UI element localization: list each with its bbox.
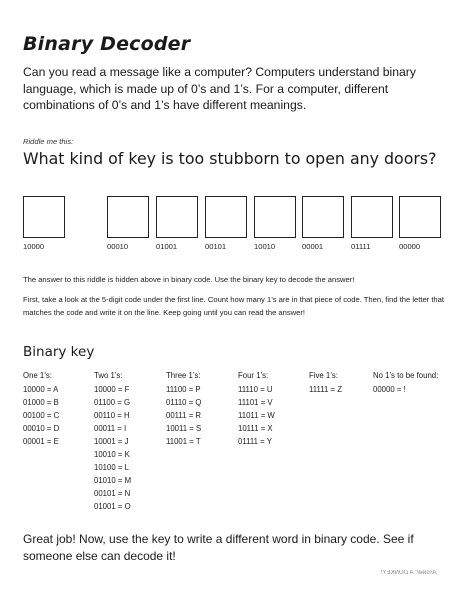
- key-entry: 11111 = Z: [309, 385, 343, 394]
- key-column-none: [373, 371, 438, 396]
- key-entry: 10010 = K: [94, 450, 130, 459]
- key-entry: 01001 = O: [94, 502, 131, 511]
- key-entry: 01110 = Q: [166, 398, 202, 407]
- key-entry: 11101 = V: [238, 398, 273, 407]
- code-cell: [254, 196, 296, 251]
- code-label: 01001: [156, 242, 178, 251]
- code-label: 10010: [254, 242, 276, 251]
- key-entry: 00100 = C: [23, 411, 60, 420]
- code-cell: [302, 196, 344, 251]
- key-entry: 00111 = R: [166, 411, 202, 420]
- key-entry: 01100 = G: [94, 398, 131, 407]
- key-column-heading: Five 1’s:: [309, 371, 338, 380]
- page-title: Binary Decoder: [23, 33, 191, 55]
- key-column-three: [166, 371, 201, 448]
- key-entry: 11011 = W: [238, 411, 275, 420]
- key-column-heading: Four 1’s:: [238, 371, 269, 380]
- instruction-line-1: The answer to this riddle is hidden above in binary code. Use the binary key to decode the answer!: [23, 275, 355, 284]
- letter-box[interactable]: [205, 196, 247, 238]
- code-label: 01111: [351, 242, 371, 251]
- key-entry: 01000 = B: [23, 398, 59, 407]
- letter-box[interactable]: [156, 196, 198, 238]
- key-entry: 00110 = H: [94, 411, 130, 420]
- key-column-heading: One 1’s:: [23, 371, 52, 380]
- key-column-one: [23, 371, 59, 448]
- letter-box[interactable]: [302, 196, 344, 238]
- letter-box[interactable]: [399, 196, 441, 238]
- key-entry: 10011 = S: [166, 424, 202, 433]
- key-entry: 00011 = I: [94, 424, 127, 433]
- closing-paragraph: Great job! Now, use the key to write a different word in binary code. See if someone else can decode it!: [23, 532, 414, 563]
- key-entry: 11110 = U: [238, 385, 273, 394]
- key-entry: 11001 = T: [166, 437, 201, 446]
- key-column-five: [309, 371, 342, 396]
- key-column-heading: Three 1’s:: [166, 371, 201, 380]
- riddle-question: What kind of key is too stubborn to open any doors?: [23, 149, 437, 168]
- code-cell: [107, 196, 149, 251]
- code-cell: [23, 196, 65, 251]
- code-cell: [351, 196, 393, 251]
- code-label: 00010: [107, 242, 129, 251]
- key-column-four: [238, 371, 275, 448]
- letter-box[interactable]: [254, 196, 296, 238]
- letter-box[interactable]: [23, 196, 65, 238]
- key-column-two: [94, 371, 131, 513]
- code-cell: [205, 196, 247, 251]
- key-entry: 10100 = L: [94, 463, 129, 472]
- key-entry: 00000 = !: [373, 385, 406, 394]
- code-label: 10000: [23, 242, 45, 251]
- letter-box[interactable]: [107, 196, 149, 238]
- key-entry: 01111 = Y: [238, 437, 272, 446]
- key-entry: 00001 = E: [23, 437, 59, 446]
- key-entry: 00010 = D: [23, 424, 60, 433]
- code-cell: [156, 196, 198, 251]
- code-label: 00001: [302, 242, 324, 251]
- code-boxes: [0, 196, 474, 256]
- code-label: 00101: [205, 242, 227, 251]
- code-cell: [399, 196, 441, 251]
- key-column-heading: Two 1’s:: [94, 371, 123, 380]
- binary-key-heading: Binary key: [23, 344, 95, 360]
- key-entry: 10000 = A: [23, 385, 59, 394]
- intro-paragraph: Can you read a message like a computer? Computers understand binary language, which is made up of 0’s and 1’s. For a computer, different combinations of 0’s and 1’s have different meanings.: [23, 65, 416, 112]
- letter-box[interactable]: [351, 196, 393, 238]
- key-entry: 10001 = J: [94, 437, 129, 446]
- instruction-line-2: First, take a look at the 5-digit code under the first line. Count how many 1’s are in that piece of code. Then, find the letter that matches the code and write it on the line. Keep going until you can read the answer!: [23, 295, 444, 318]
- key-entry: 01010 = M: [94, 476, 132, 485]
- code-label: 00000: [399, 242, 421, 251]
- key-column-heading: No 1’s to be found:: [373, 371, 439, 380]
- riddle-label: Riddle me this:: [23, 137, 74, 146]
- key-entry: 00101 = N: [94, 489, 131, 498]
- key-entry: 10000 = F: [94, 385, 130, 394]
- key-entry: 10111 = X: [238, 424, 273, 433]
- key-entry: 11100 = P: [166, 385, 201, 394]
- mirrored-answer: Answer: A DONKEY!: [381, 570, 437, 576]
